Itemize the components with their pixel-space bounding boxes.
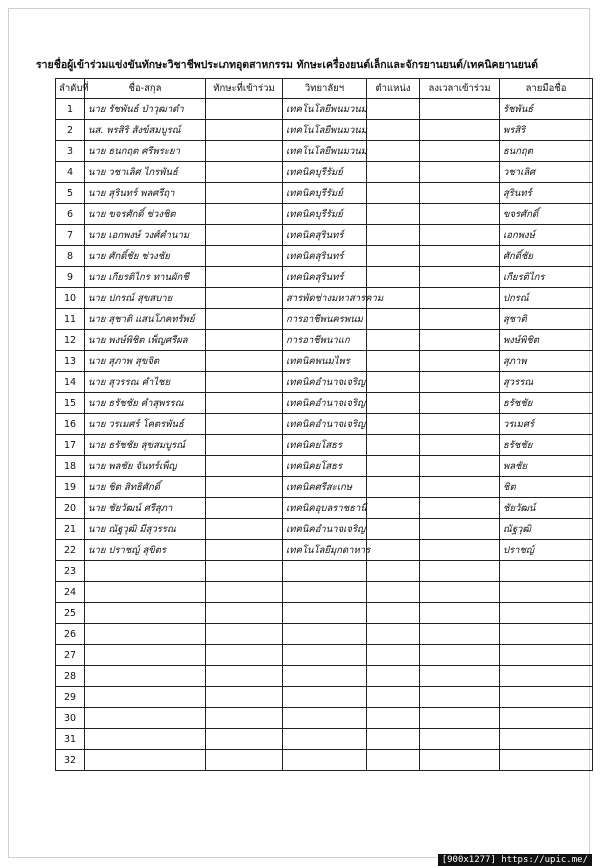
position-cell	[367, 666, 420, 687]
time-cell	[420, 393, 500, 414]
college-cell: เทคนิคบุรีรัมย์	[283, 204, 367, 225]
header-signature: ลายมือชื่อ	[500, 79, 593, 99]
time-cell	[420, 99, 500, 120]
college-cell: เทคนิคสุรินทร์	[283, 267, 367, 288]
position-cell	[367, 372, 420, 393]
time-cell	[420, 435, 500, 456]
table-row	[56, 288, 593, 309]
college-cell: เทคนิคอำนาจเจริญ	[283, 393, 367, 414]
table-row	[56, 183, 593, 204]
table-row	[56, 330, 593, 351]
order-cell: 8	[56, 246, 85, 267]
header-name: ชื่อ-สกุล	[85, 79, 206, 99]
name-cell	[85, 687, 206, 708]
name-cell: นาย สุชาติ แสนโภคทรัพย์	[85, 309, 206, 330]
order-cell: 16	[56, 414, 85, 435]
college-cell	[283, 603, 367, 624]
signature-cell	[500, 687, 593, 708]
name-cell: นาย ขจรศักดิ์ ช่วงชิต	[85, 204, 206, 225]
name-cell	[85, 582, 206, 603]
position-cell	[367, 561, 420, 582]
time-cell	[420, 750, 500, 771]
position-cell	[367, 477, 420, 498]
skill-cell	[206, 519, 283, 540]
name-cell: นาย ชิต สิทธิศักดิ์	[85, 477, 206, 498]
college-cell: การอาชีพนครพนม	[283, 309, 367, 330]
time-cell	[420, 288, 500, 309]
table-row	[56, 561, 593, 582]
time-cell	[420, 687, 500, 708]
college-cell: เทคนิคสุรินทร์	[283, 225, 367, 246]
table-row	[56, 729, 593, 750]
position-cell	[367, 519, 420, 540]
table-row	[56, 309, 593, 330]
table-row	[56, 477, 593, 498]
name-cell	[85, 666, 206, 687]
college-cell: เทคนิคอุบลราชธานี	[283, 498, 367, 519]
skill-cell	[206, 120, 283, 141]
college-cell: การอาชีพนาแก	[283, 330, 367, 351]
skill-cell	[206, 561, 283, 582]
position-cell	[367, 414, 420, 435]
college-cell: เทคโนโลยีพนมวนม	[283, 99, 367, 120]
college-cell	[283, 666, 367, 687]
position-cell	[367, 603, 420, 624]
college-cell	[283, 729, 367, 750]
signature-cell	[500, 750, 593, 771]
order-cell: 21	[56, 519, 85, 540]
skill-cell	[206, 666, 283, 687]
time-cell	[420, 246, 500, 267]
header-order: ลำดับที่	[56, 79, 85, 99]
image-size-stamp: [900x1277] https://upic.me/	[438, 854, 592, 866]
skill-cell	[206, 603, 283, 624]
time-cell	[420, 120, 500, 141]
skill-cell	[206, 288, 283, 309]
name-cell	[85, 603, 206, 624]
time-cell	[420, 330, 500, 351]
signature-cell: ธนกฤต	[500, 141, 593, 162]
time-cell	[420, 204, 500, 225]
name-cell: นาย สุวรรณ คำไชย	[85, 372, 206, 393]
order-cell: 10	[56, 288, 85, 309]
time-cell	[420, 582, 500, 603]
order-cell: 15	[56, 393, 85, 414]
time-cell	[420, 498, 500, 519]
name-cell: นาย เอกพงษ์ วงศ์คำนาม	[85, 225, 206, 246]
position-cell	[367, 330, 420, 351]
college-cell: เทคนิคศรีสะเกษ	[283, 477, 367, 498]
time-cell	[420, 561, 500, 582]
order-cell: 4	[56, 162, 85, 183]
name-cell: นาย พลชัย จันทร์เพ็ญ	[85, 456, 206, 477]
order-cell: 29	[56, 687, 85, 708]
position-cell	[367, 183, 420, 204]
order-cell: 2	[56, 120, 85, 141]
order-cell: 1	[56, 99, 85, 120]
order-cell: 17	[56, 435, 85, 456]
college-cell: เทคนิคบุรีรัมย์	[283, 162, 367, 183]
college-cell	[283, 561, 367, 582]
signature-cell: สุภาพ	[500, 351, 593, 372]
order-cell: 9	[56, 267, 85, 288]
name-cell: นาย ชัยวัฒน์ ศรีสุภา	[85, 498, 206, 519]
table-row	[56, 351, 593, 372]
signature-cell: ธรัชชัย	[500, 435, 593, 456]
skill-cell	[206, 645, 283, 666]
position-cell	[367, 540, 420, 561]
time-cell	[420, 267, 500, 288]
table-row	[56, 120, 593, 141]
signature-cell: ธรัชชัย	[500, 393, 593, 414]
table-row	[56, 162, 593, 183]
order-cell: 12	[56, 330, 85, 351]
college-cell: เทคนิคยโสธร	[283, 435, 367, 456]
name-cell: นาย ปราชญ์ สุขิตร	[85, 540, 206, 561]
signature-cell: สุรินทร์	[500, 183, 593, 204]
table-row	[56, 645, 593, 666]
table-row	[56, 204, 593, 225]
header-position: ตำแหน่ง	[367, 79, 420, 99]
signature-cell: สุชาติ	[500, 309, 593, 330]
college-cell: เทคนิคยโสธร	[283, 456, 367, 477]
order-cell: 19	[56, 477, 85, 498]
order-cell: 14	[56, 372, 85, 393]
signature-cell	[500, 729, 593, 750]
signature-cell: เอกพงษ์	[500, 225, 593, 246]
skill-cell	[206, 162, 283, 183]
signature-cell: พลชัย	[500, 456, 593, 477]
skill-cell	[206, 183, 283, 204]
name-cell: นาย เกียรติไกร ทานผักชี	[85, 267, 206, 288]
signature-cell: วชาเลิศ	[500, 162, 593, 183]
table-row	[56, 750, 593, 771]
skill-cell	[206, 246, 283, 267]
time-cell	[420, 456, 500, 477]
time-cell	[420, 540, 500, 561]
order-cell: 7	[56, 225, 85, 246]
position-cell	[367, 246, 420, 267]
time-cell	[420, 624, 500, 645]
position-cell	[367, 687, 420, 708]
table-row	[56, 666, 593, 687]
name-cell	[85, 624, 206, 645]
signature-cell: ปราชญ์	[500, 540, 593, 561]
college-cell	[283, 624, 367, 645]
skill-cell	[206, 435, 283, 456]
position-cell	[367, 99, 420, 120]
table-body	[56, 99, 593, 771]
name-cell: นาย ปกรณ์ สุขสบาย	[85, 288, 206, 309]
order-cell: 20	[56, 498, 85, 519]
table-row	[56, 393, 593, 414]
order-cell: 3	[56, 141, 85, 162]
time-cell	[420, 708, 500, 729]
name-cell	[85, 729, 206, 750]
header-time: ลงเวลาเข้าร่วม	[420, 79, 500, 99]
name-cell: นาย สุรินทร์ พลศรีฤา	[85, 183, 206, 204]
time-cell	[420, 729, 500, 750]
skill-cell	[206, 414, 283, 435]
name-cell	[85, 645, 206, 666]
order-cell: 6	[56, 204, 85, 225]
header-college: วิทยาลัยฯ	[283, 79, 367, 99]
order-cell: 24	[56, 582, 85, 603]
skill-cell	[206, 750, 283, 771]
position-cell	[367, 645, 420, 666]
skill-cell	[206, 204, 283, 225]
table-row	[56, 225, 593, 246]
signature-cell	[500, 645, 593, 666]
signature-cell: เกียรติไกร	[500, 267, 593, 288]
name-cell: นาย ธรัชชัย คำสุพรรณ	[85, 393, 206, 414]
position-cell	[367, 120, 420, 141]
time-cell	[420, 519, 500, 540]
signature-cell: ศักดิ์ชัย	[500, 246, 593, 267]
signature-cell: รัชพันธ์	[500, 99, 593, 120]
position-cell	[367, 750, 420, 771]
table-row	[56, 267, 593, 288]
order-cell: 32	[56, 750, 85, 771]
skill-cell	[206, 225, 283, 246]
document-title: รายชื่อผู้เข้าร่วมแข่งขันทักษะวิชาชีพประเภทอุตสาหกรรม ทักษะเครื่องยนต์เล็กและจักรยานยนต์/เทคนิคยานยนต์	[36, 59, 538, 71]
name-cell: นาย รัชพันธ์ ป่าวุฒาดำ	[85, 99, 206, 120]
position-cell	[367, 225, 420, 246]
skill-cell	[206, 372, 283, 393]
skill-cell	[206, 540, 283, 561]
signature-cell	[500, 582, 593, 603]
position-cell	[367, 456, 420, 477]
name-cell: นาย ศักดิ์ชัย ช่วงชัย	[85, 246, 206, 267]
skill-cell	[206, 267, 283, 288]
header-skill: ทักษะที่เข้าร่วม	[206, 79, 283, 99]
signature-cell: พรสิริ	[500, 120, 593, 141]
skill-cell	[206, 351, 283, 372]
name-cell: นาย พงษ์พิชิต เพ็ญศรีผล	[85, 330, 206, 351]
position-cell	[367, 204, 420, 225]
name-cell	[85, 750, 206, 771]
name-cell: นาย ณัฐวุฒิ มีสุวรรณ	[85, 519, 206, 540]
table-row	[56, 582, 593, 603]
skill-cell	[206, 729, 283, 750]
college-cell	[283, 645, 367, 666]
order-cell: 23	[56, 561, 85, 582]
name-cell: นส. พรสิริ สังข์สมบูรณ์	[85, 120, 206, 141]
order-cell: 25	[56, 603, 85, 624]
skill-cell	[206, 456, 283, 477]
table-row	[56, 414, 593, 435]
name-cell	[85, 708, 206, 729]
time-cell	[420, 141, 500, 162]
order-cell: 28	[56, 666, 85, 687]
participant-table	[55, 78, 593, 771]
table-row	[56, 540, 593, 561]
table-row	[56, 519, 593, 540]
order-cell: 26	[56, 624, 85, 645]
college-cell	[283, 750, 367, 771]
order-cell: 27	[56, 645, 85, 666]
position-cell	[367, 162, 420, 183]
table-row	[56, 141, 593, 162]
signature-cell: ชัยวัฒน์	[500, 498, 593, 519]
skill-cell	[206, 477, 283, 498]
signature-cell: สุวรรณ	[500, 372, 593, 393]
order-cell: 5	[56, 183, 85, 204]
table-row	[56, 372, 593, 393]
skill-cell	[206, 687, 283, 708]
order-cell: 22	[56, 540, 85, 561]
order-cell: 30	[56, 708, 85, 729]
order-cell: 31	[56, 729, 85, 750]
signature-cell: วรเมศร์	[500, 414, 593, 435]
table-row	[56, 603, 593, 624]
skill-cell	[206, 141, 283, 162]
skill-cell	[206, 624, 283, 645]
time-cell	[420, 414, 500, 435]
signature-cell	[500, 624, 593, 645]
time-cell	[420, 162, 500, 183]
skill-cell	[206, 708, 283, 729]
time-cell	[420, 477, 500, 498]
college-cell	[283, 687, 367, 708]
table-row	[56, 435, 593, 456]
name-cell	[85, 561, 206, 582]
college-cell: เทคนิคอำนาจเจริญ	[283, 519, 367, 540]
skill-cell	[206, 582, 283, 603]
skill-cell	[206, 498, 283, 519]
signature-cell: ชิต	[500, 477, 593, 498]
time-cell	[420, 309, 500, 330]
name-cell: นาย วชาเลิศ ไกรพันธ์	[85, 162, 206, 183]
table-row	[56, 687, 593, 708]
time-cell	[420, 645, 500, 666]
college-cell: เทคโนโลยีพนมวนม	[283, 141, 367, 162]
time-cell	[420, 666, 500, 687]
signature-cell: พงษ์พิชิต	[500, 330, 593, 351]
position-cell	[367, 708, 420, 729]
college-cell: เทคนิคพนมไพร	[283, 351, 367, 372]
college-cell	[283, 708, 367, 729]
time-cell	[420, 351, 500, 372]
order-cell: 13	[56, 351, 85, 372]
college-cell: เทคนิคบุรีรัมย์	[283, 183, 367, 204]
table-row	[56, 456, 593, 477]
position-cell	[367, 624, 420, 645]
table-row	[56, 498, 593, 519]
college-cell: เทคนิคอำนาจเจริญ	[283, 414, 367, 435]
skill-cell	[206, 309, 283, 330]
position-cell	[367, 393, 420, 414]
time-cell	[420, 603, 500, 624]
name-cell: นาย สุภาพ สุขจิต	[85, 351, 206, 372]
position-cell	[367, 267, 420, 288]
order-cell: 11	[56, 309, 85, 330]
college-cell: เทคโนโลยีมุกดาหาร	[283, 540, 367, 561]
time-cell	[420, 225, 500, 246]
table-row	[56, 708, 593, 729]
table-header-row	[56, 79, 593, 99]
college-cell: เทคโนโลยีพนมวนม	[283, 120, 367, 141]
signature-cell	[500, 603, 593, 624]
name-cell: นาย วรเมศร์ โคตรพันธ์	[85, 414, 206, 435]
signature-cell: ปกรณ์	[500, 288, 593, 309]
name-cell: นาย ธนกฤต ศรีพระยา	[85, 141, 206, 162]
table-row	[56, 99, 593, 120]
skill-cell	[206, 330, 283, 351]
table-row	[56, 624, 593, 645]
signature-cell	[500, 561, 593, 582]
position-cell	[367, 351, 420, 372]
signature-cell: ขจรศักดิ์	[500, 204, 593, 225]
time-cell	[420, 183, 500, 204]
order-cell: 18	[56, 456, 85, 477]
time-cell	[420, 372, 500, 393]
position-cell	[367, 435, 420, 456]
skill-cell	[206, 393, 283, 414]
name-cell: นาย ธรัชชัย สุขสมบูรณ์	[85, 435, 206, 456]
table-row	[56, 246, 593, 267]
college-cell: เทคนิคสุรินทร์	[283, 246, 367, 267]
position-cell	[367, 498, 420, 519]
college-cell	[283, 582, 367, 603]
signature-cell: ณัฐวุฒิ	[500, 519, 593, 540]
signature-cell	[500, 666, 593, 687]
skill-cell	[206, 99, 283, 120]
position-cell	[367, 309, 420, 330]
position-cell	[367, 582, 420, 603]
signature-cell	[500, 708, 593, 729]
college-cell: สารพัดช่างมหาสารคาม	[283, 288, 367, 309]
college-cell: เทคนิคอำนาจเจริญ	[283, 372, 367, 393]
position-cell	[367, 141, 420, 162]
position-cell	[367, 729, 420, 750]
